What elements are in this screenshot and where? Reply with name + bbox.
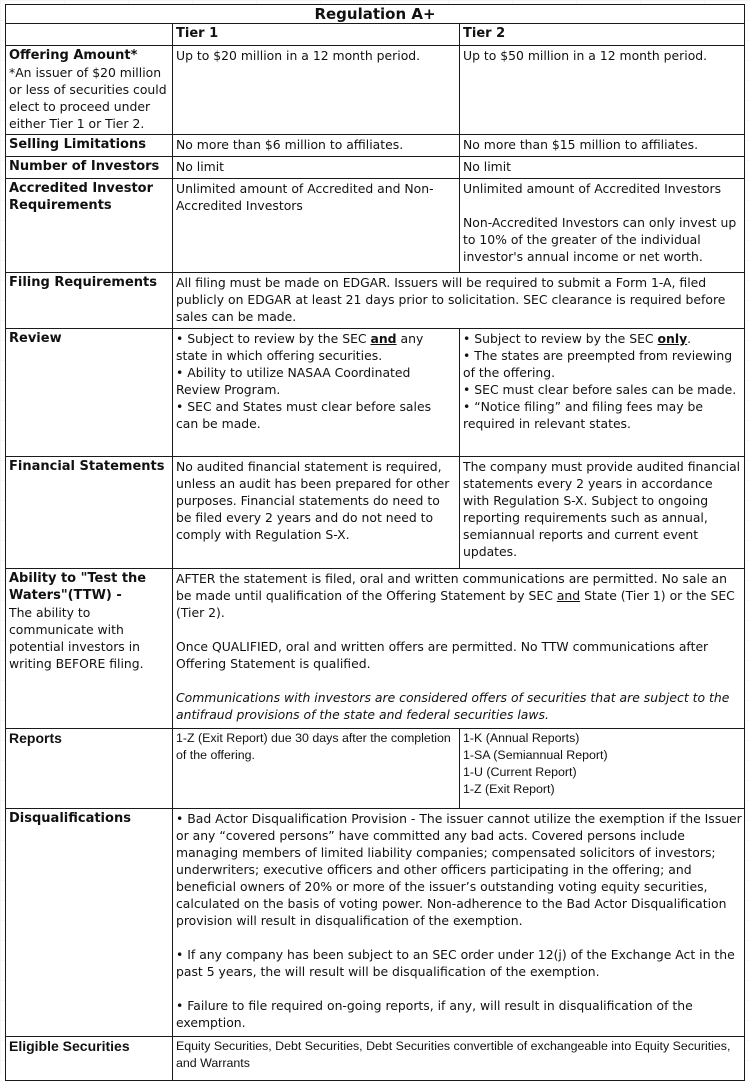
row-label-cell	[6, 729, 173, 809]
both-tiers-cell	[173, 809, 745, 1037]
table-row-accredited-investor-requirements	[6, 179, 745, 273]
row-label-cell	[6, 179, 173, 273]
table-row-disqualifications	[6, 809, 745, 1037]
header-row	[6, 24, 745, 46]
bullet-item: • “Notice filing” and filing fees may be required in relevant states.	[463, 399, 703, 431]
tier1-cell: No limit	[173, 157, 460, 179]
row-label: Financial Statements	[9, 459, 165, 474]
tier1-cell: Up to $20 million in a 12 month period.	[173, 46, 460, 135]
report-item: 1-U (Current Report)	[463, 765, 577, 779]
report-item: 1-Z (Exit Report)	[463, 782, 555, 796]
row-label-cell	[6, 569, 173, 729]
row-label: Offering Amount*	[9, 48, 138, 63]
tier2-paragraph: Unlimited amount of Accredited Investors	[463, 181, 722, 196]
both-tiers-cell: All filing must be made on EDGAR. Issuers will be required to submit a Form 1-A, filed publicly on EDGAR at least 21 days prior to solicitation. SEC clearance is required before sales can be made.	[173, 273, 745, 329]
paragraph-gap	[176, 980, 742, 997]
bullet-item	[176, 330, 457, 364]
report-item: 1-SA (Semiannual Report)	[463, 748, 608, 762]
both-tiers-cell	[173, 569, 745, 729]
header-label-column	[6, 24, 173, 46]
row-label: Review	[9, 331, 62, 346]
bullet-item: • SEC and States must clear before sales can be made.	[176, 399, 432, 431]
table-row-review	[6, 329, 745, 457]
row-label: Number of Investors	[9, 159, 160, 174]
bullet-item: • SEC must clear before sales can be made.	[463, 382, 737, 397]
tier2-paragraph: Non-Accredited Investors can only invest up to 10% of the greater of the individual investor's annual income or net worth.	[463, 215, 737, 264]
tier1-cell: 1-Z (Exit Report) due 30 days after the completion of the offering.	[173, 729, 460, 809]
underlined-and: and	[556, 588, 581, 603]
emphasis-and: and	[370, 331, 397, 346]
bullet-item: • The states are preempted from reviewing of the offering.	[463, 348, 733, 380]
table-row-selling-limitations	[6, 135, 745, 157]
row-label-cell	[6, 135, 173, 157]
ttw-italic-note: Communications with investors are considered offers of securities that are subject to the antifraud provisions of the state and federal securities laws.	[176, 690, 730, 722]
row-label: Filing Requirements	[9, 275, 157, 290]
report-item: 1-K (Annual Reports)	[463, 731, 580, 745]
bullet-item: • Bad Actor Disqualification Provision - The issuer cannot utilize the exemption if the Issuer or any “covered persons” have committed any bad acts. Covered persons include managing members of limited liability companies; compensated solicitors of investors; underwriters; executive officers and other officers participating in the offering; and beneficial owners of 20% or more of the issuer’s outstanding voting equity securities, calculated on the basis of voting power. Non-adherence to the Bad Actor Disqualification provision will result in disqualification of the exemption.	[176, 811, 742, 928]
bullet-item: • If any company has been subject to an SEC order under 12(j) of the Exchange Act in the past 5 years, the will result will be disqualification of the exemption.	[176, 947, 735, 979]
table-row-filing-requirements	[6, 273, 745, 329]
both-tiers-cell: Equity Securities, Debt Securities, Debt Securities convertible of exchangeable into Equity Securities, and Warrants	[173, 1037, 745, 1081]
row-label-cell	[6, 457, 173, 569]
paragraph-gap	[463, 197, 742, 214]
bullet-item: • Ability to utilize NASAA Coordinated Review Program.	[176, 365, 411, 397]
tier2-cell: No limit	[460, 157, 745, 179]
header-tier1: Tier 1	[173, 24, 460, 46]
tier2-cell: No more than $15 million to affiliates.	[460, 135, 745, 157]
regulation-a-plus-comparison-table	[5, 4, 745, 1081]
row-label-cell	[6, 157, 173, 179]
bullet-text: • Subject to review by the SEC	[176, 331, 371, 346]
bullet-text: .	[687, 331, 692, 346]
table-row-number-of-investors	[6, 157, 745, 179]
row-sublabel: *An issuer of $20 million or less of securities could elect to proceed under either Tier 1 or Tier 2.	[9, 65, 167, 131]
row-label: Disqualifications	[9, 811, 131, 826]
row-label-cell	[6, 329, 173, 457]
table-title: Regulation A+	[6, 5, 745, 24]
paragraph-gap	[176, 929, 742, 946]
ttw-paragraph: Once QUALIFIED, oral and written offers are permitted. No TTW communications after Offering Statement is qualified.	[176, 639, 709, 671]
row-sublabel: The ability to communicate with potential investors in writing BEFORE filing.	[9, 605, 144, 671]
row-label: Eligible Securities	[9, 1038, 130, 1054]
emphasis-only: only	[657, 331, 688, 346]
header-tier2: Tier 2	[460, 24, 745, 46]
ttw-paragraph	[176, 570, 742, 621]
paragraph-gap	[176, 621, 742, 638]
paragraph-text: AFTER the statement is filed, oral and written communications are permitted. No sale an be made until qualification of the Offering Statement by SEC	[176, 571, 727, 603]
bullet-text: • Subject to review by the SEC	[463, 331, 658, 346]
table-row-reports	[6, 729, 745, 809]
paragraph-gap	[176, 672, 742, 689]
tier2-cell	[460, 179, 745, 273]
row-label-cell	[6, 809, 173, 1037]
bullet-text: any state in which offering securities.	[176, 331, 424, 363]
tier1-cell: Unlimited amount of Accredited and Non-Accredited Investors	[173, 179, 460, 273]
table-row-offering-amount	[6, 46, 745, 135]
bullet-item: • Failure to file required on-going reports, if any, will result in disqualification of the exemption.	[176, 998, 693, 1030]
row-label: Accredited Investor Requirements	[9, 181, 154, 213]
row-label-cell	[6, 46, 173, 135]
tier2-cell: The company must provide audited financial statements every 2 years in accordance with Regulation S-X. Subject to ongoing reporting requirements such as annual, semiannual reports and current event updates.	[460, 457, 745, 569]
table-row-financial-statements	[6, 457, 745, 569]
tier1-cell: No audited financial statement is required, unless an audit has been prepared for other purposes. Financial statements do need to be filed every 2 years and do not need to comply with Regulation S-X.	[173, 457, 460, 569]
row-label: Selling Limitations	[9, 137, 146, 152]
tier1-cell	[173, 329, 460, 457]
row-label-cell	[6, 273, 173, 329]
tier2-cell	[460, 329, 745, 457]
bullet-item	[463, 330, 742, 347]
paragraph-text: State (Tier 1) or the SEC (Tier 2).	[176, 588, 735, 620]
table-row-test-the-waters	[6, 569, 745, 729]
tier2-cell	[460, 729, 745, 809]
tier2-cell: Up to $50 million in a 12 month period.	[460, 46, 745, 135]
row-label: Ability to "Test the Waters"(TTW) -	[9, 571, 147, 603]
row-label: Reports	[9, 730, 62, 746]
tier1-cell: No more than $6 million to affiliates.	[173, 135, 460, 157]
title-row	[6, 5, 745, 24]
